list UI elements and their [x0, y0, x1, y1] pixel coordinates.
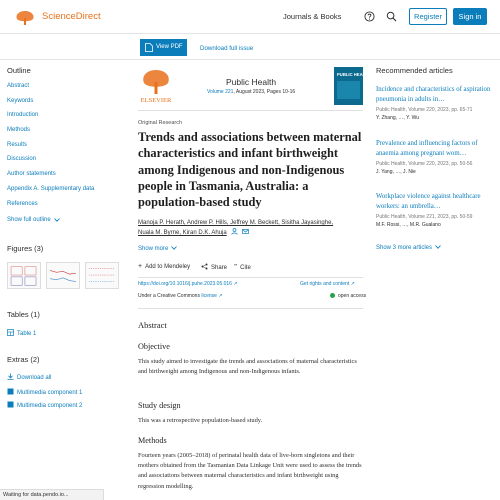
add-to-mendeley-button[interactable]	[138, 263, 190, 270]
outline-item[interactable]: Introduction	[7, 112, 39, 119]
help-icon[interactable]	[364, 11, 375, 22]
outline-item[interactable]: Abstract	[7, 83, 30, 89]
doi-link[interactable]	[138, 281, 238, 287]
chevron-down-icon	[435, 245, 441, 249]
outline-panel	[7, 66, 127, 223]
license-link[interactable]: license	[201, 293, 217, 299]
view-pdf-button[interactable]: View PDF	[140, 39, 187, 56]
show-more-articles-link[interactable]	[376, 245, 441, 251]
show-more-label: Show more	[138, 246, 169, 252]
outline-item[interactable]: Results	[7, 141, 28, 148]
divider	[138, 277, 363, 278]
outline-title: Outline	[7, 66, 31, 75]
multimedia-component-link[interactable]	[7, 401, 82, 409]
pdf-icon	[145, 43, 153, 52]
journal-name-link[interactable]: Public Health	[226, 77, 277, 87]
objective-text: This study aimed to investigate the trends and associations of maternal characteristics and birthweight among Indigenous and non-Indigenous infants.	[138, 358, 357, 376]
recommended-article-authors: J. Yang, …, J. Nie	[376, 169, 416, 176]
article-action-bar	[0, 34, 500, 60]
show-full-outline-label: Show full outline	[7, 217, 51, 224]
figure-thumbnail[interactable]	[7, 262, 41, 289]
recommended-article-meta: Public Health, Volume 220, 2023, pp. 65-71	[376, 107, 473, 114]
chevron-down-icon	[171, 246, 177, 250]
article-type: Original Research	[138, 120, 183, 126]
elsevier-tree-logo-icon[interactable]	[12, 9, 38, 26]
volume-pages: , August 2023, Pages 10-16	[233, 89, 296, 95]
external-link-icon: ↗	[350, 281, 355, 287]
download-all-link[interactable]	[7, 373, 51, 381]
figure-thumbnails	[7, 262, 127, 292]
recommended-article-title[interactable]: Prevalence and influencing factors of anaemia among pregnant wom…	[376, 140, 478, 158]
outline-item[interactable]: Discussion	[7, 156, 37, 163]
outline-item[interactable]: Keywords	[7, 97, 34, 104]
recommended-article-authors: M.F. Rossi, …, M.R. Gualano	[376, 222, 441, 229]
journal-volume	[207, 89, 295, 95]
show-more-authors-link[interactable]	[138, 246, 177, 252]
share-icon	[201, 263, 208, 270]
search-icon[interactable]	[386, 11, 397, 22]
volume-link[interactable]: Volume 221	[207, 89, 234, 95]
authors-line	[138, 228, 366, 238]
publisher-wordmark: ELSEVIER	[140, 97, 172, 104]
multimedia-component-label: Multimedia component 2	[17, 403, 83, 409]
table-link[interactable]	[7, 329, 36, 337]
plus-icon: +	[138, 263, 143, 270]
recommended-article-title[interactable]: Workplace violence against healthcare workers: an umbrella…	[376, 193, 481, 211]
share-button[interactable]	[201, 263, 227, 271]
multimedia-component-link[interactable]	[7, 388, 82, 396]
file-icon	[7, 401, 14, 408]
external-link-icon: ↗	[218, 293, 223, 299]
recommended-article-meta: Public Health, Volume 220, 2023, pp. 50-56	[376, 161, 473, 168]
outline-item[interactable]: Methods	[7, 127, 31, 134]
share-label: Share	[211, 265, 228, 271]
table-label: Table 1	[17, 331, 37, 337]
show-full-outline-link[interactable]	[7, 217, 127, 223]
study-design-heading: Study design	[138, 401, 181, 410]
doi-label: https://doi.org/10.1016/j.puhe.2023.05.016	[138, 281, 232, 287]
objective-heading: Objective	[138, 342, 170, 351]
sign-in-button[interactable]: Sign in	[453, 8, 487, 25]
browser-status-bar: Waiting for data.pendo.io...	[0, 489, 104, 500]
author-links[interactable]: Nuala M. Byrne, Kiran D.K. Ahuja	[138, 230, 227, 236]
download-all-label: Download all	[17, 375, 52, 381]
extras-title: Extras (2)	[7, 355, 40, 364]
recommended-article	[376, 85, 492, 121]
external-link-icon: ↗	[233, 281, 238, 287]
open-access-dot-icon	[330, 293, 335, 298]
author-links[interactable]: Manoja P. Herath, Andrew P. Hills, Jeffrey M. Beckett, Sisitha Jayasinghe,	[138, 220, 334, 226]
download-full-issue-link[interactable]: Download full issue	[200, 45, 254, 52]
open-access-badge	[330, 293, 366, 299]
figures-title: Figures (3)	[7, 244, 44, 253]
add-mendeley-label: Add to Mendeley	[145, 264, 191, 270]
author-list	[138, 218, 366, 238]
authors-line	[138, 218, 366, 228]
article-title: Trends and associations between maternal characteristics and infant birthweight among Indigenous and non-Indigenous people in Tasmania, Australia: a population-based study	[138, 130, 362, 210]
cover-title: PUBLIC HEALTH	[337, 72, 371, 77]
recommended-article-authors: Y. Zhang, …, Y. Wu	[376, 115, 419, 122]
open-access-label: open access	[338, 293, 367, 299]
rights-label: Get rights and content	[300, 281, 350, 287]
license-prefix: Under a Creative Commons	[138, 293, 202, 299]
divider	[138, 308, 363, 309]
recommended-article-meta: Public Health, Volume 221, 2023, pp. 50-59	[376, 214, 473, 221]
figure-thumbnail[interactable]	[46, 262, 80, 289]
methods-heading: Methods	[138, 436, 167, 445]
journal-cover-art	[334, 67, 371, 105]
outline-item[interactable]: Appendix A. Supplementary data	[7, 185, 95, 192]
register-button[interactable]: Register	[409, 8, 447, 25]
show-more-articles-label: Show 3 more articles	[376, 245, 433, 251]
methods-text: Fourteen years (2005–2018) of perinatal health data of live-born singletons and their mothers obtained from the Tasmanian Data Linkage Unit were used to assess the trends and associations between maternal characteristics and infant birthweight using regression modelling.	[138, 452, 362, 490]
outline-list	[7, 83, 127, 215]
recommended-article	[376, 192, 492, 228]
multimedia-component-label: Multimedia component 1	[17, 390, 83, 396]
elsevier-journal-logo[interactable]	[138, 67, 174, 105]
recommended-article-title[interactable]: Incidence and characteristics of aspiration pneumonia in adults in…	[376, 86, 491, 104]
recommended-title: Recommended articles	[376, 66, 453, 75]
file-icon	[7, 388, 14, 395]
abstract-heading: Abstract	[138, 320, 167, 330]
outline-item[interactable]: References	[7, 200, 38, 207]
download-icon	[7, 373, 14, 380]
journals-books-link[interactable]: Journals & Books	[283, 12, 342, 21]
cite-label: Cite	[240, 265, 251, 271]
figure-thumbnail[interactable]	[85, 262, 119, 289]
quote-icon: ”	[234, 263, 238, 271]
study-design-text: This was a retrospective population-based study.	[138, 417, 263, 424]
tables-title: Tables (1)	[7, 310, 40, 319]
email-icon[interactable]	[242, 228, 249, 235]
recommended-article	[376, 139, 492, 175]
cite-button[interactable]	[234, 263, 251, 271]
outline-item[interactable]: Author statements	[7, 171, 56, 178]
recommended-panel	[376, 66, 494, 75]
license-text	[138, 293, 223, 299]
chevron-down-icon	[54, 218, 60, 222]
site-header	[0, 0, 500, 34]
table-icon	[7, 329, 14, 336]
person-icon[interactable]	[231, 228, 238, 235]
divider	[138, 110, 363, 111]
brand-name[interactable]: ScienceDirect	[42, 11, 101, 22]
journal-cover-thumbnail[interactable]	[334, 67, 371, 105]
rights-link[interactable]	[300, 281, 355, 287]
